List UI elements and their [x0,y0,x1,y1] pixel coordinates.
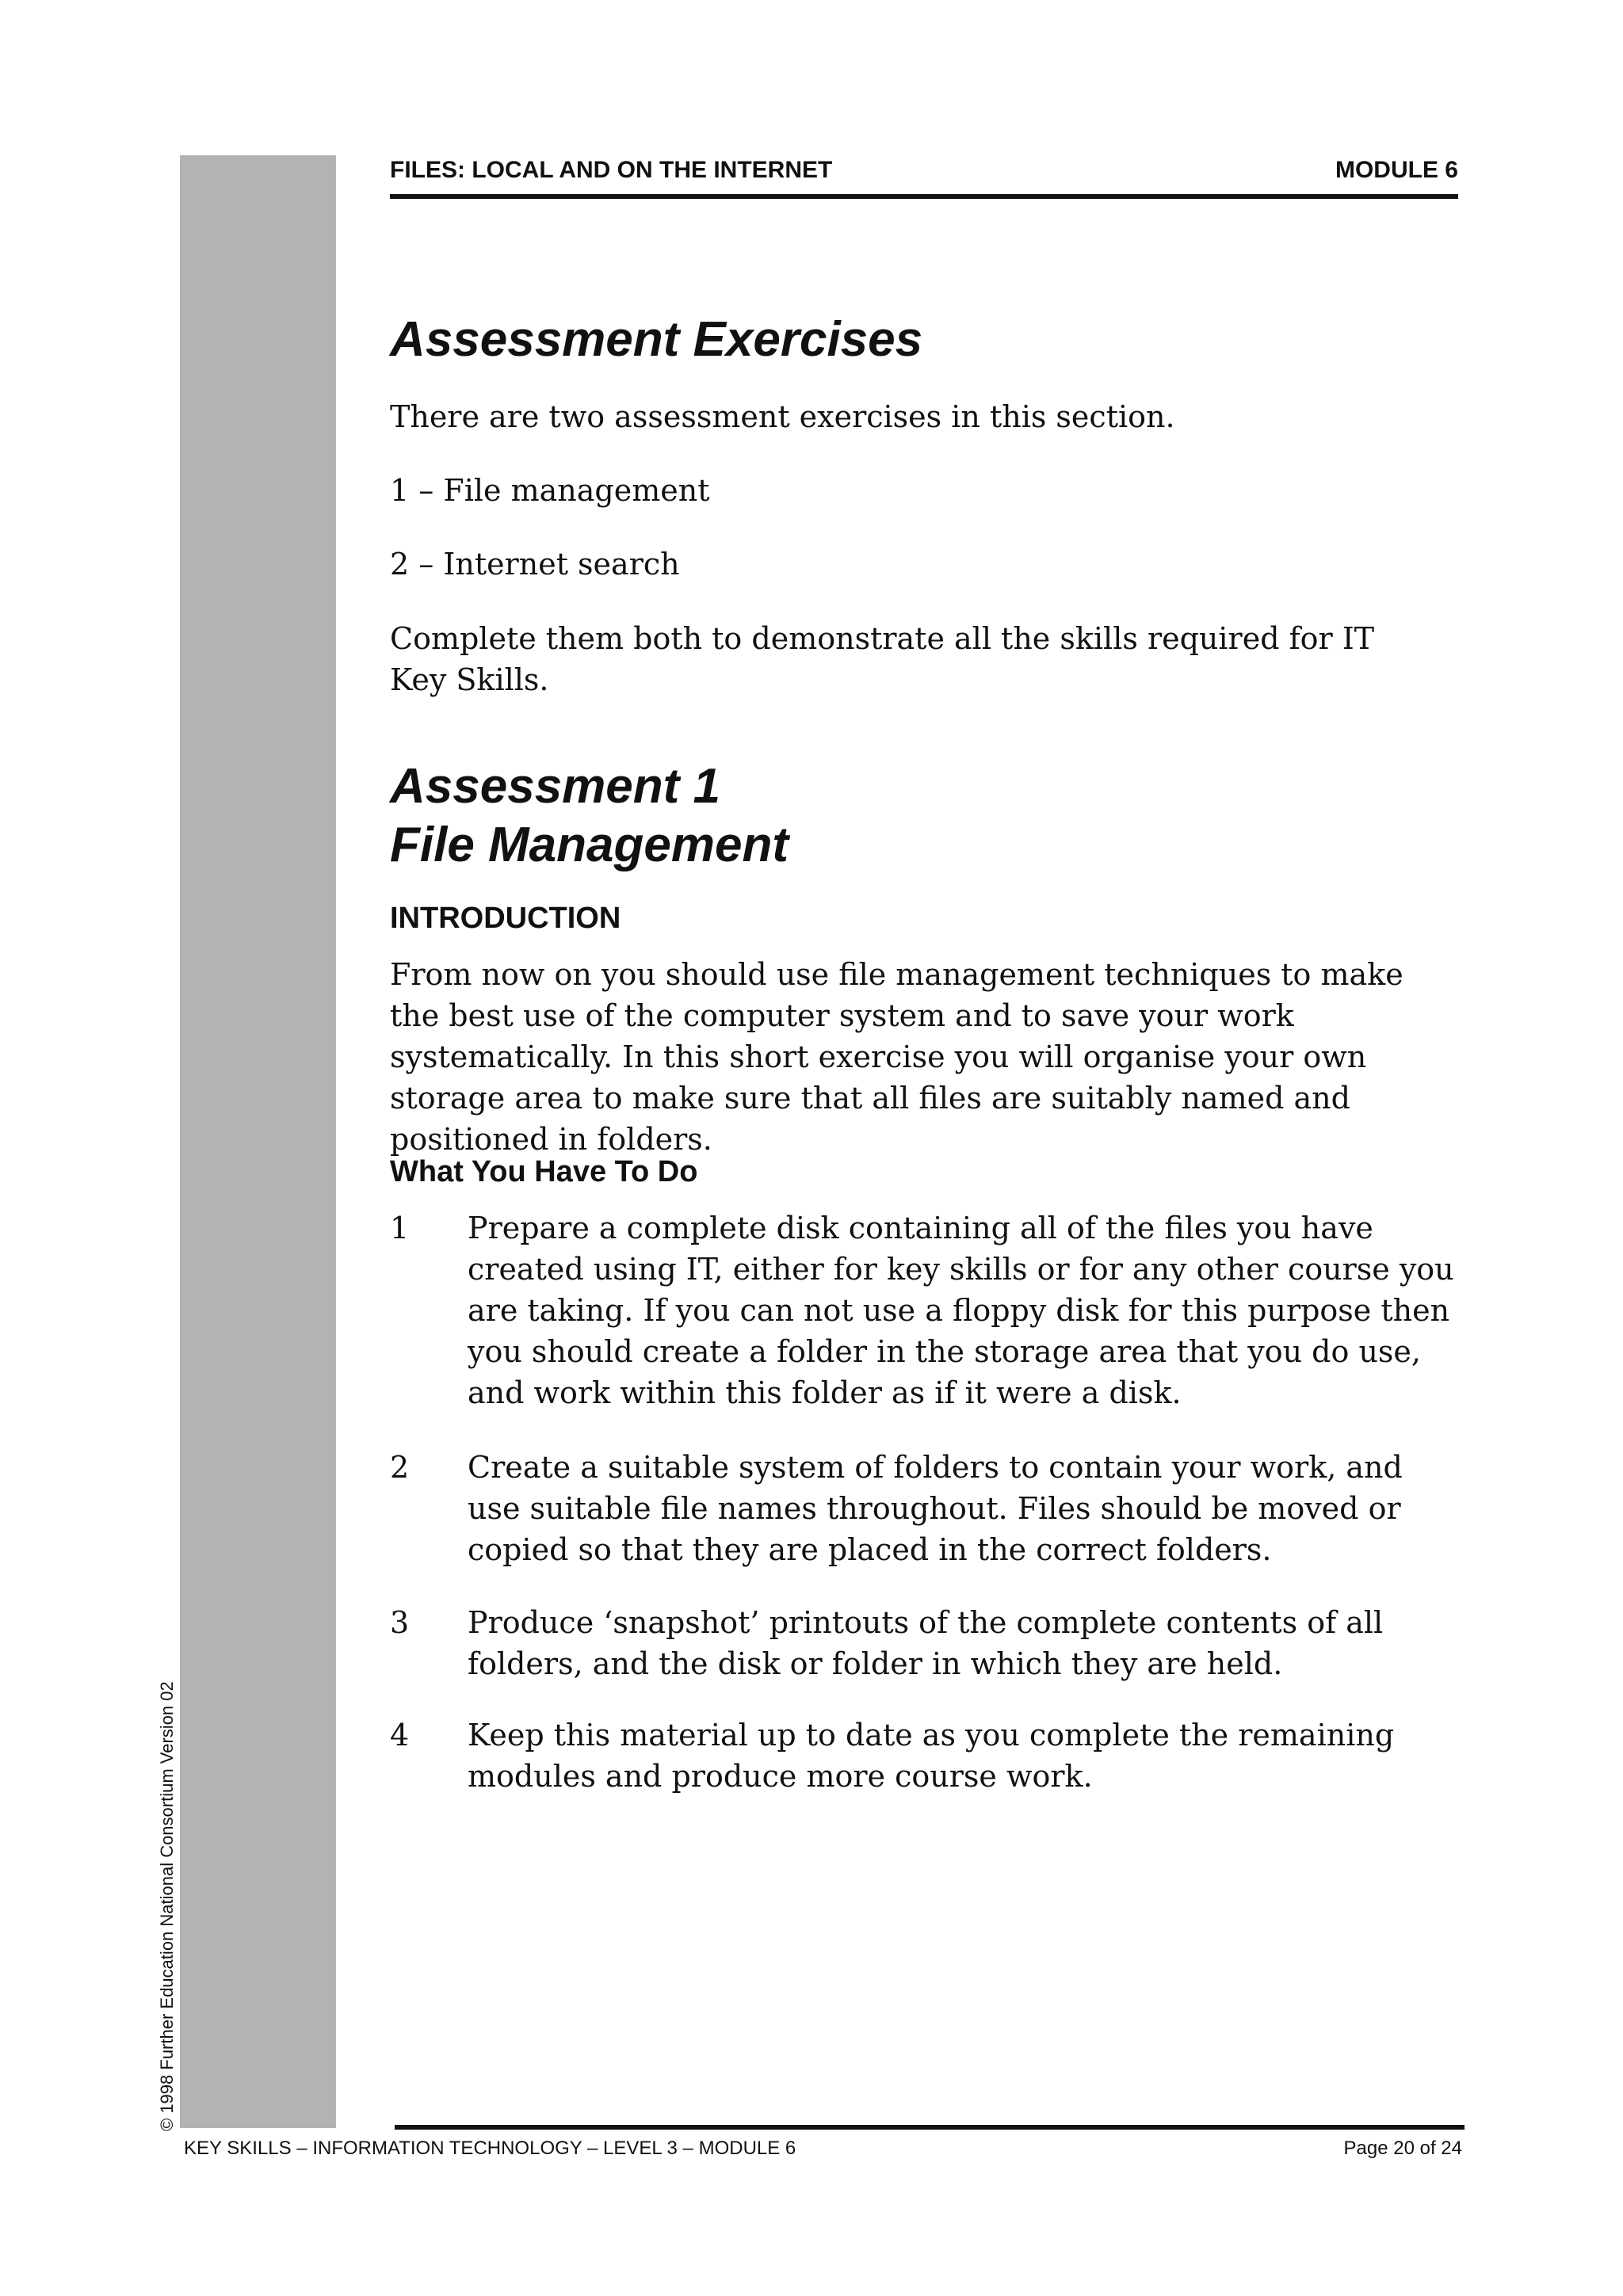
section-title-line-1: Assessment 1 [390,759,721,814]
section-title-line-2: File Management [390,818,789,872]
what-you-have-to-do-heading: What You Have To Do [390,1155,698,1188]
step-text: Create a suitable system of folders to contain your work, and use suitable file names throughout. Files should be moved or copied so that they are placed in the correct folders. [468,1450,1403,1567]
exercise-item-1: 1 – File management [390,473,710,508]
step-number: 4 [390,1718,410,1753]
step-item [390,1714,1460,1797]
step-text: Produce ‘snapshot’ printouts of the complete contents of all folders, and the disk or folder in which they are held. [468,1605,1384,1681]
step-number: 3 [390,1605,410,1640]
step-number: 2 [390,1450,410,1485]
section-title-assessment-exercises: Assessment Exercises [390,312,923,367]
step-text: Prepare a complete disk containing all of the files you have created using IT, either for key skills or for any other course you are taking. If you can not use a floppy disk for this purpose then you should create a folder in the storage area that you do use, and work within this folder as if it were a disk. [468,1211,1454,1410]
step-number: 1 [390,1211,410,1245]
footer-rule [395,2125,1465,2130]
exercise-item-2: 2 – Internet search [390,547,680,582]
header-title: FILES: LOCAL AND ON THE INTERNET [390,157,833,183]
step-item [390,1207,1460,1413]
step-item [390,1447,1460,1570]
page-header [390,157,1458,184]
step-text: Keep this material up to date as you complete the remaining modules and produce more course work. [468,1718,1395,1794]
footer-course-title: KEY SKILLS – INFORMATION TECHNOLOGY – LEVEL 3 – MODULE 6 [184,2138,796,2159]
page-number: Page 20 of 24 [1343,2138,1462,2159]
step-item [390,1602,1460,1684]
copyright-notice: © 1998 Further Education National Consortium Version 02 [157,1681,177,2131]
introduction-heading: INTRODUCTION [390,902,621,935]
introduction-paragraph: From now on you should use file management techniques to make the best use of the computer system and to save your work systematically. In this short exercise you will organise your own storage area to make sure that all files are suitably named and positioned in folders. [390,957,1403,1157]
header-rule [390,194,1458,199]
header-module: MODULE 6 [1335,157,1458,183]
intro-paragraph: There are two assessment exercises in this section. [390,399,1175,434]
closing-paragraph: Complete them both to demonstrate all the skills required for IT Key Skills. [390,621,1375,697]
page-sidebar [180,155,336,2128]
